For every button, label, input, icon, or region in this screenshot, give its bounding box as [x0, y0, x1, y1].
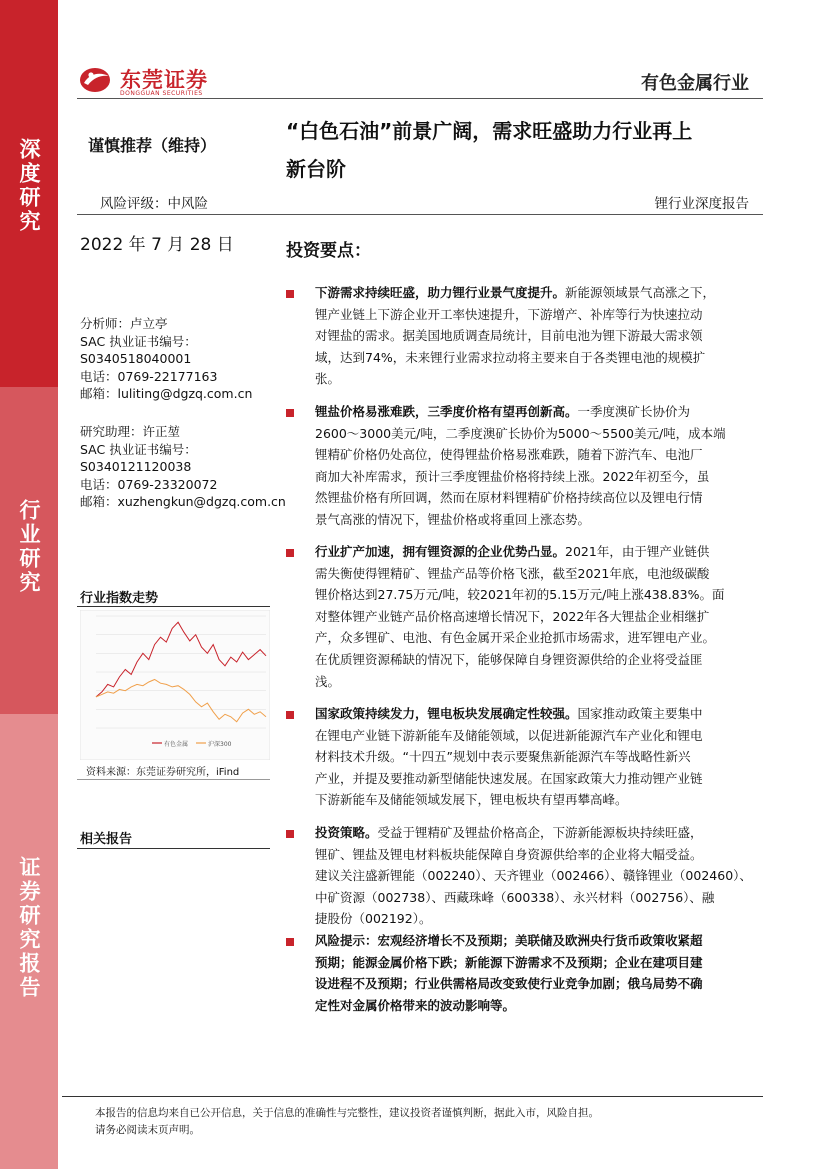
bullet-icon: [286, 549, 294, 557]
point-risk: 风险提示：宏观经济增长不及预期；美联储及欧洲央行货币政策收紧超 预期；能源金属价格下跌；新能源下游需求不及预期；企业在建项目建 设进程不及预期；行业供需格局改变致使行业竞争加剧；俄乌局势不确 定性对金属价格带来的波动影响等。: [315, 933, 703, 1013]
footer-divider: [62, 1096, 763, 1097]
brand-name: 东莞证券: [120, 68, 208, 92]
analyst-phone: 电话：0769-22177163: [80, 368, 218, 384]
legend-label-1: 沪深300: [208, 741, 232, 748]
analyst-cert: S0340518040001: [80, 351, 192, 366]
analyst-block-1: [80, 315, 252, 403]
brand-name-en: DONGGUAN SECURITIES: [120, 90, 203, 97]
rating-label: 谨慎推荐（维持）: [88, 136, 217, 155]
chart-source: 资料来源：东莞证券研究所，iFind: [86, 767, 240, 778]
legend-label-0: 有色金属: [164, 741, 189, 748]
assistant-cert-label: SAC 执业证书编号：: [80, 441, 197, 457]
analyst-name: 分析师：卢立亭: [80, 316, 168, 331]
title-divider: [77, 214, 763, 215]
chart-heading-divider: [77, 606, 270, 607]
brand-logo: [78, 62, 228, 98]
report-title-line1: “白色石油”前景广阔，需求旺盛助力行业再上: [286, 119, 693, 143]
bullet-icon: [286, 711, 294, 719]
side-band-securities-report: 证券研究报告: [0, 714, 58, 1169]
side-band-deep-research: 深度研究: [0, 0, 58, 387]
assistant-email[interactable]: 邮箱：xuzhengkun@dgzq.com.cn: [80, 494, 286, 509]
header-divider: [77, 98, 763, 99]
chart-bottom-divider: [77, 779, 270, 780]
section-title: 投资要点：: [286, 241, 371, 261]
industry-label: 有色金属行业: [641, 73, 749, 94]
index-chart-heading: 行业指数走势: [80, 591, 159, 606]
report-title: [286, 112, 692, 188]
report-type: 锂行业深度报告: [654, 196, 749, 212]
assistant-name: 研究助理：许正堃: [80, 424, 181, 439]
analyst-email[interactable]: 邮箱：luliting@dgzq.com.cn: [80, 386, 253, 401]
related-reports-heading: 相关报告: [80, 832, 133, 847]
point-price: 锂盐价格易涨难跌，三季度价格有望再创新高。一季度澳矿长协价为 2600～3000美元/吨，二季度澳矿长协价为5000～5500美元/吨，成本端 锂精矿价格仍处高位，使得锂盐价格易涨难跌，随着下游汽车、电池厂 商加大补库需求，预计三季度锂盐价格将持续上涨。2022年初至今，虽 然锂盐价格有所回调，然而在原材料锂精矿价格持续高位以及锂电行情 景气高涨的情况下，锂盐价格或将重回上涨态势。: [315, 404, 726, 527]
risk-rating: 风险评级：中风险: [100, 196, 208, 212]
assistant-cert: S0340121120038: [80, 459, 192, 474]
bullet-icon: [286, 830, 294, 838]
analyst-block-2: [80, 423, 286, 511]
report-date: 2022 年 7 月 28 日: [80, 235, 234, 255]
point-strategy: 投资策略。受益于锂精矿及锂盐价格高企，下游新能源板块持续旺盛， 锂矿、锂盐及锂电材料板块能保障自身资源供给率的企业将大幅受益。 建议关注盛新锂能（002240）、天齐锂业（002466）、赣锋锂业（002460）、 中矿资源（002738）、西藏珠峰（600338）、永兴材料（002756）、融 捷股份（002192）。: [315, 825, 752, 927]
footer-disclaimer: [95, 1105, 599, 1139]
bullet-icon: [286, 290, 294, 298]
side-band-industry-research: 行业研究: [0, 387, 58, 714]
footer-line2: 请务必阅读末页声明。: [95, 1124, 200, 1136]
related-divider: [77, 848, 270, 849]
bullet-icon: [286, 409, 294, 417]
point-policy: 国家政策持续发力，锂电板块发展确定性较强。国家推动政策主要集中 在锂电产业链下游新能车及储能领域，以促进新能源汽车产业化和锂电 材料技术升级。“十四五”规划中表示要聚焦新能源汽车等战略性新兴 产业，并提及要推动新型储能快速发展。在国家政策大力推动锂产业链 下游新能车及储能领域发展下，锂电板块有望再攀高峰。: [315, 706, 703, 808]
footer-line1: 本报告的信息均来自已公开信息，关于信息的准确性与完整性，建议投资者谨慎判断，据此入市，风险自担。: [95, 1107, 599, 1119]
analyst-cert-label: SAC 执业证书编号：: [80, 333, 197, 349]
index-chart: [80, 610, 270, 760]
point-expansion: 行业扩产加速，拥有锂资源的企业优势凸显。2021年，由于锂产业链供 需失衡使得锂精矿、锂盐产品等价格飞涨，截至2021年底，电池级碳酸 锂价格达到27.75万元/吨，较2021年初的5.15万元/吨上涨438.83%。面 对整体锂产业链产品价格高速增长情况下，2022年各大锂盐企业相继扩 产，众多锂矿、电池、有色金属开采企业抢抓市场需求，进军锂电产业。 在优质锂资源稀缺的情况下，能够保障自身锂资源供给的企业将受益匪 浅。: [315, 544, 725, 689]
assistant-phone: 电话：0769-23320072: [80, 476, 218, 492]
report-title-line2: 新台阶: [286, 157, 346, 181]
bullet-icon: [286, 938, 294, 946]
point-demand: 下游需求持续旺盛，助力锂行业景气度提升。新能源领域景气高涨之下， 锂产业链上下游企业开工率快速提升，下游增产、补库等行为快速拉动 对锂盐的需求。据美国地质调查局统计，目前电池为锂下游最大需求领 域，达到74%，未来锂行业需求拉动将主要来自于各类锂电池的规模扩 张。: [315, 285, 716, 387]
logo-emblem-icon: [78, 64, 114, 94]
